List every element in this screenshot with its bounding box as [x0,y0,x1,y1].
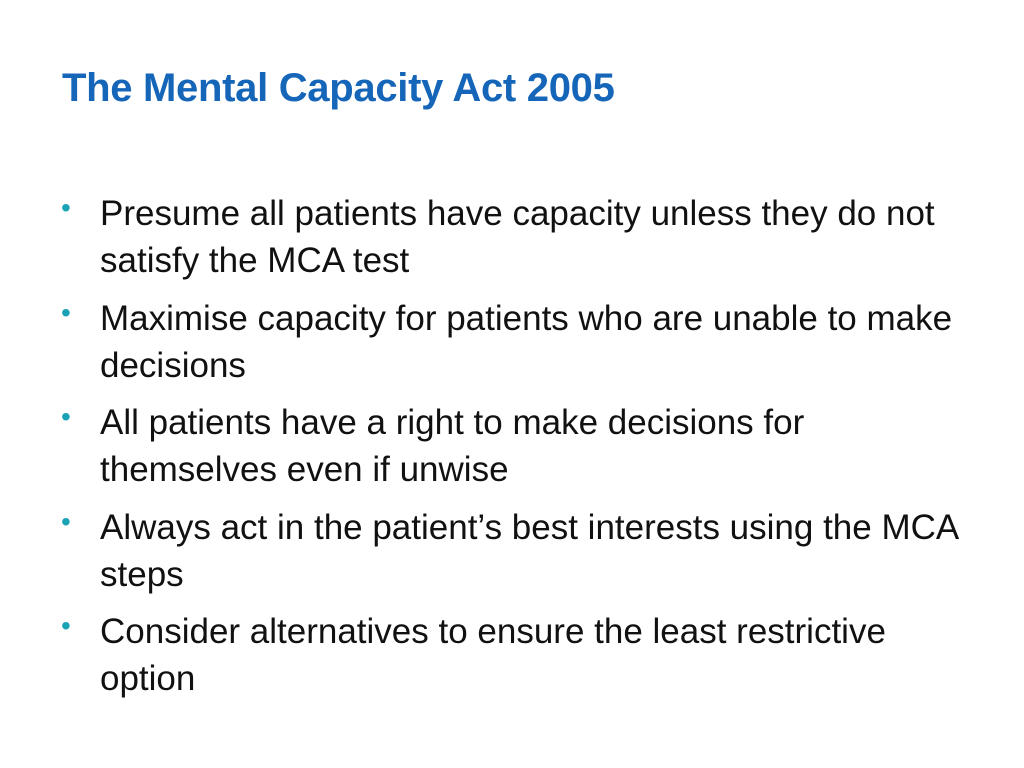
list-item [0,190,1024,295]
bullet-list [0,190,1024,713]
bullet-text: Always act in the patient’s best interests using the MCA steps [100,507,958,594]
bullet-text: Maximise capacity for patients who are unable to make decisions [100,298,953,385]
bullet-text: Consider alternatives to ensure the least restrictive option [100,612,886,698]
slide-title: The Mental Capacity Act 2005 [62,66,615,110]
bullet-icon: • [61,505,71,537]
bullet-text: All patients have a right to make decisions for themselves even if unwise [100,403,805,489]
list-item [0,399,1024,504]
list-item [0,608,1024,713]
list-item [0,295,1024,400]
bullet-icon: • [61,192,71,223]
bullet-text: Presume all patients have capacity unless they do not satisfy the MCA test [100,194,935,280]
bullet-icon: • [61,401,71,432]
list-item [0,504,1024,609]
bullet-icon: • [61,610,71,641]
bullet-icon: • [61,296,71,328]
